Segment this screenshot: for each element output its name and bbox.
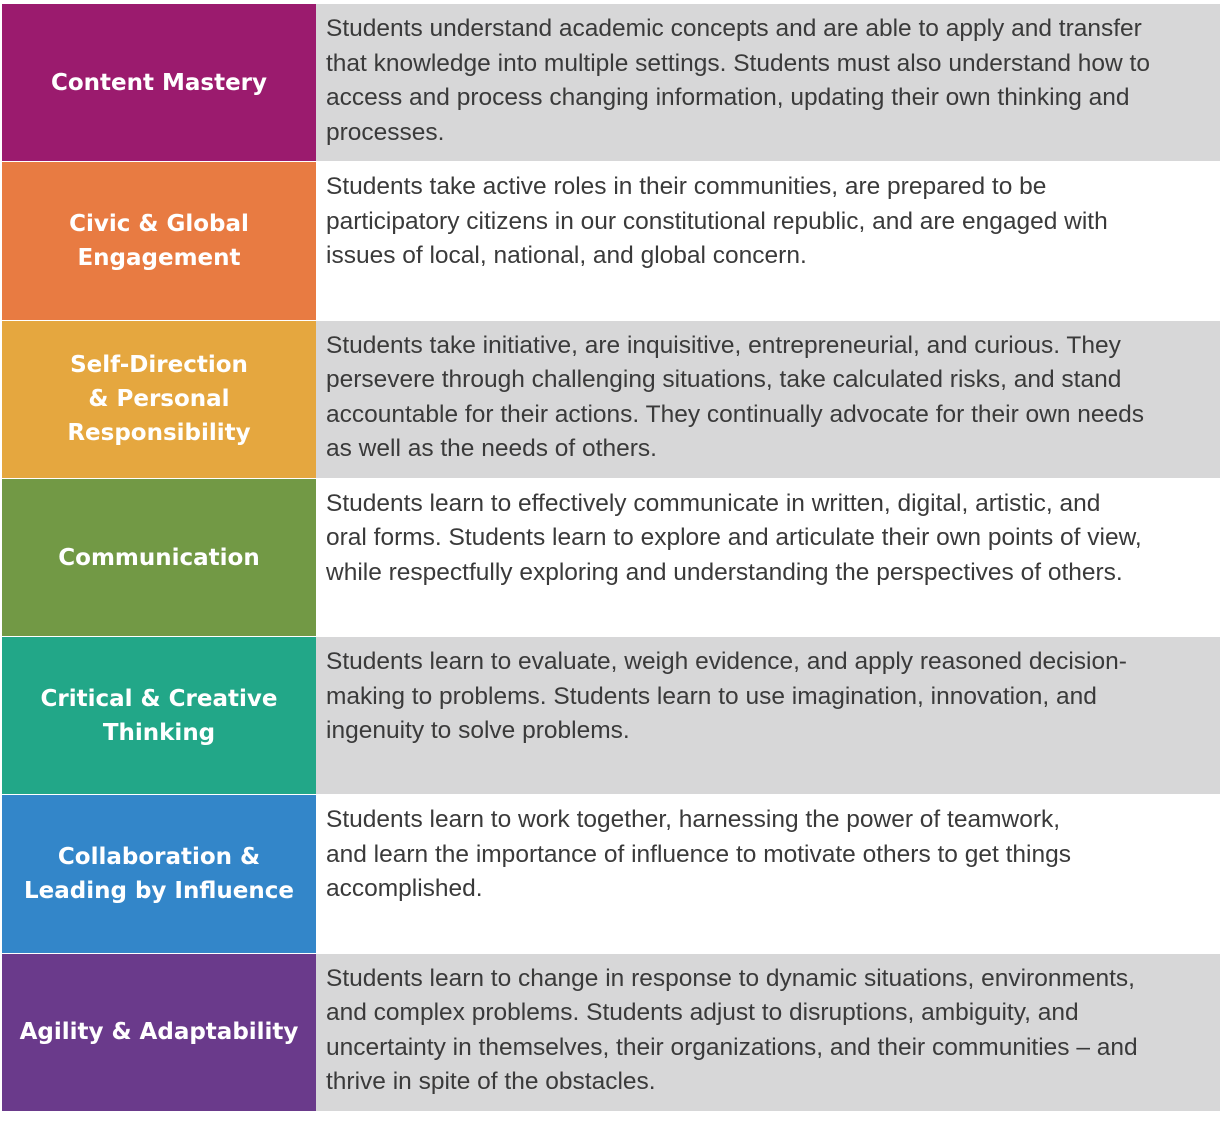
competency-description: Students learn to work together, harnessing the power of teamwork, and learn the importance of influence to motivate others to get things accomplished.: [316, 795, 1220, 952]
competency-row: [2, 795, 1220, 953]
competency-row: [2, 954, 1220, 1112]
competency-label: Self-Direction & Personal Responsibility: [2, 321, 316, 478]
competency-row: [2, 4, 1220, 162]
competency-description: Students learn to effectively communicate in written, digital, artistic, and oral forms. Students learn to explore and articulate their own points of view, while respectfully exploring and understanding the perspectives of others.: [316, 479, 1220, 636]
competency-row: [2, 479, 1220, 637]
competency-description: Students take initiative, are inquisitive, entrepreneurial, and curious. They persevere through challenging situations, take calculated risks, and stand accountable for their actions. They continually advocate for their own needs as well as the needs of others.: [316, 321, 1220, 478]
competency-description: Students understand academic concepts and are able to apply and transfer that knowledge into multiple settings. Students must also understand how to access and process changing information, updating their own thinking and processes.: [316, 4, 1220, 161]
competency-label: Critical & Creative Thinking: [2, 637, 316, 794]
competency-label: Agility & Adaptability: [2, 954, 316, 1111]
competency-description: Students take active roles in their communities, are prepared to be participatory citizens in our constitutional republic, and are engaged with issues of local, national, and global concern.: [316, 162, 1220, 319]
competency-label: Collaboration & Leading by Influence: [2, 795, 316, 952]
competency-row: [2, 162, 1220, 320]
competency-description: Students learn to evaluate, weigh evidence, and apply reasoned decision- making to problems. Students learn to use imagination, innovation, and ingenuity to solve problems.: [316, 637, 1220, 794]
competency-table: [2, 4, 1220, 1112]
competency-description: Students learn to change in response to dynamic situations, environments, and complex problems. Students adjust to disruptions, ambiguity, and uncertainty in themselves, their organizations, and their communities – and thrive in spite of the obstacles.: [316, 954, 1220, 1111]
competency-row: [2, 637, 1220, 795]
competency-label: Content Mastery: [2, 4, 316, 161]
competency-label: Communication: [2, 479, 316, 636]
competency-row: [2, 321, 1220, 479]
competency-label: Civic & Global Engagement: [2, 162, 316, 319]
